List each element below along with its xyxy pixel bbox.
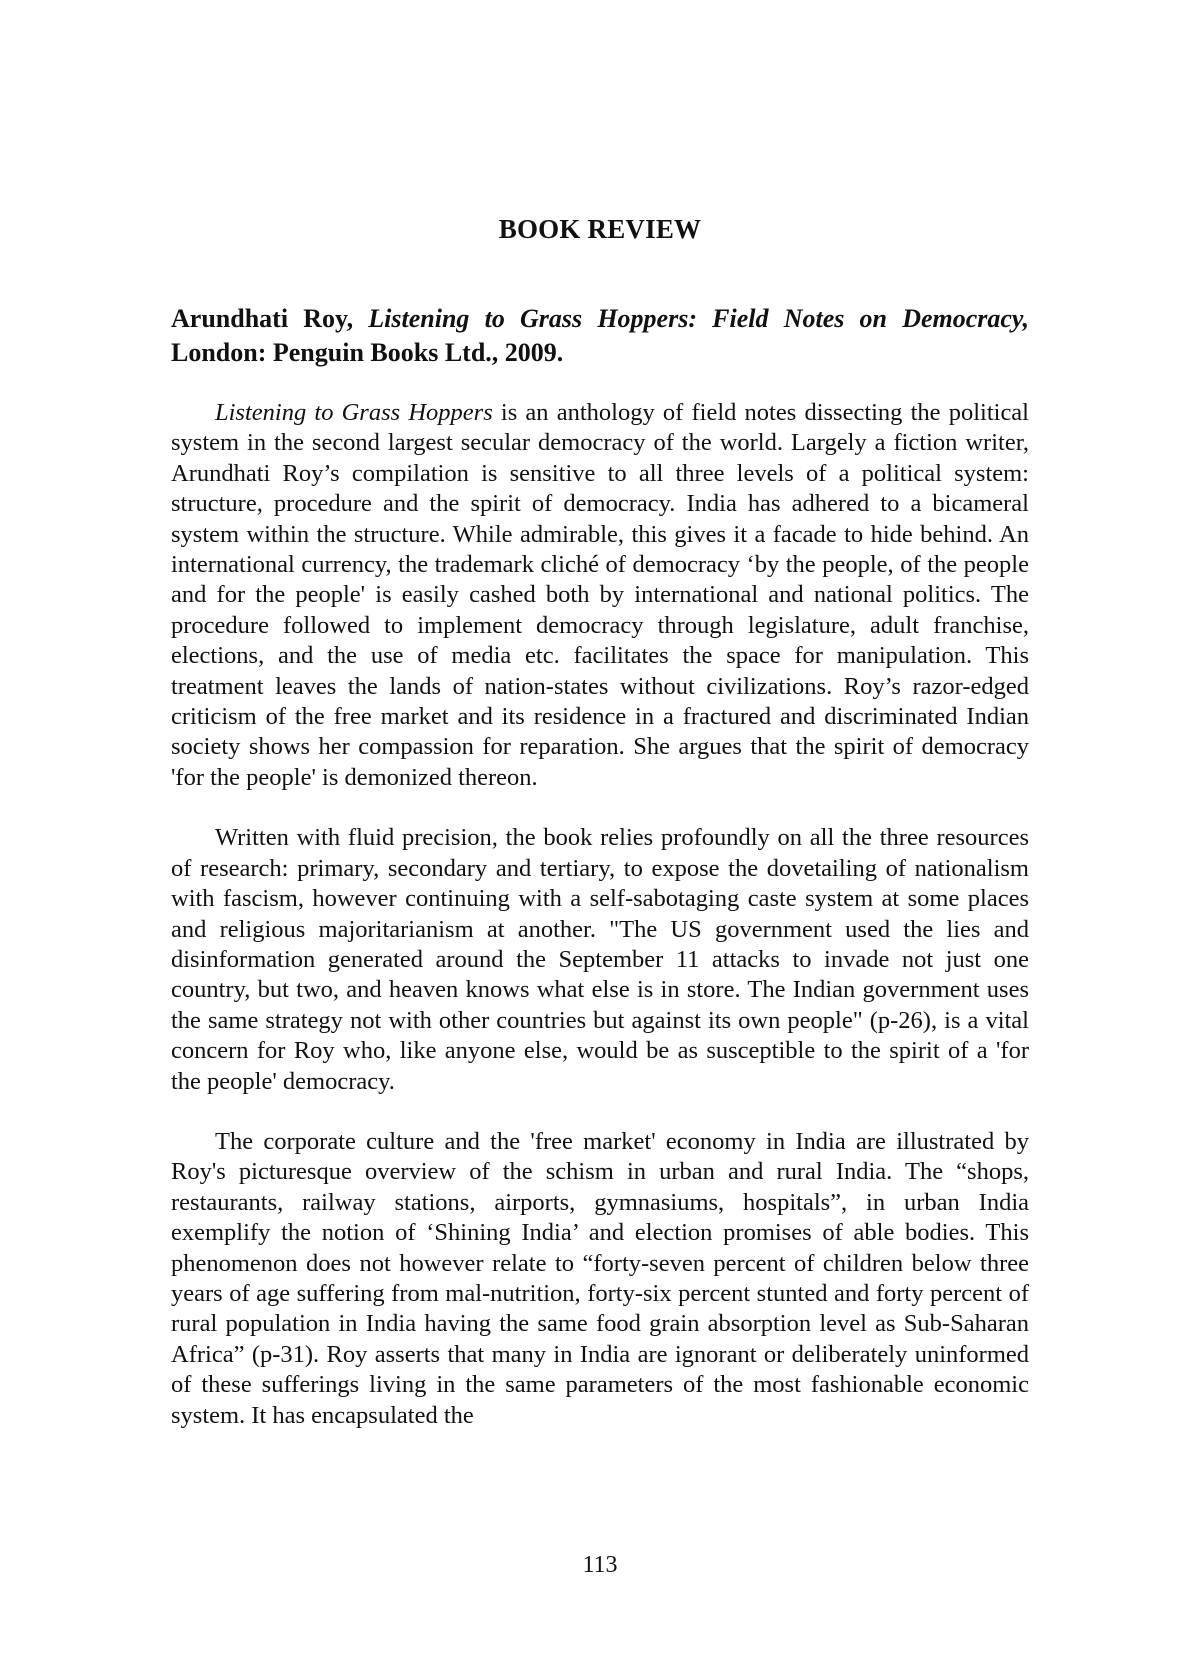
citation-publisher: London: Penguin Books Ltd., 2009. bbox=[171, 338, 564, 367]
book-citation bbox=[171, 302, 1029, 370]
citation-book-title: Listening to Grass Hoppers: Field Notes on Democracy, bbox=[368, 304, 1030, 333]
paragraph-lead-title: Listening to Grass Hoppers bbox=[215, 399, 493, 426]
paragraph-text: is an anthology of field notes dissecting the political system in the second largest secular democracy of the world. Largely a fiction writer, Arundhati Roy’s compilation is sensitive to all three levels of a political system: structure, procedure and the spirit of democracy. India has adhered to a bicameral system within the structure. While admirable, this gives it a facade to hide behind. An international currency, the trademark cliché of democracy ‘by the people, of the people and for the people' is easily cashed both by international and national politics. The procedure followed to implement democracy through legislature, adult franchise, elections, and the use of media etc. facilitates the space for manipulation. This treatment leaves the lands of nation-states without civilizations. Roy’s razor-edged criticism of the free market and its residence in a fractured and discriminated Indian society shows her compassion for reparation. She argues that the spirit of democracy 'for the people' is demonized thereon. bbox=[171, 399, 1029, 791]
paragraph-text: Written with fluid precision, the book relies profoundly on all the three resources of research: primary, secondary and tertiary, to expose the dovetailing of nationalism with fascism, however continuing with a self-sabotaging caste system at some places and religious majoritarianism at another. "The US government used the lies and disinformation generated around the September 11 attacks to invade not just one country, but two, and heaven knows what else is in store. The Indian government uses the same strategy not with other countries but against its own people" (p-26), is a vital concern for Roy who, like anyone else, would be as susceptible to the spirit of a 'for the people' democracy. bbox=[171, 824, 1029, 1095]
review-body bbox=[171, 398, 1029, 1431]
paragraph bbox=[171, 1127, 1029, 1431]
page-title: BOOK REVIEW bbox=[498, 214, 702, 244]
page-number: 113 bbox=[582, 1552, 618, 1578]
paragraph-text: The corporate culture and the 'free market' economy in India are illustrated by Roy's picturesque overview of the schism in urban and rural India. The “shops, restaurants, railway stations, airports, gymnasiums, hospitals”, in urban India exemplify the notion of ‘Shining India’ and election promises of able bodies. This phenomenon does not however relate to “forty-seven percent of children below three years of age suffering from mal-nutrition, forty-six percent stunted and forty percent of rural population in India having the same food grain absorption level as Sub-Saharan Africa” (p-31). Roy asserts that many in India are ignorant or deliberately uninformed of these sufferings living in the same parameters of the most fashionable economic system. It has encapsulated the bbox=[171, 1127, 1029, 1429]
paragraph bbox=[171, 823, 1029, 1097]
paragraph bbox=[171, 398, 1029, 793]
citation-author: Arundhati Roy, bbox=[171, 304, 354, 333]
